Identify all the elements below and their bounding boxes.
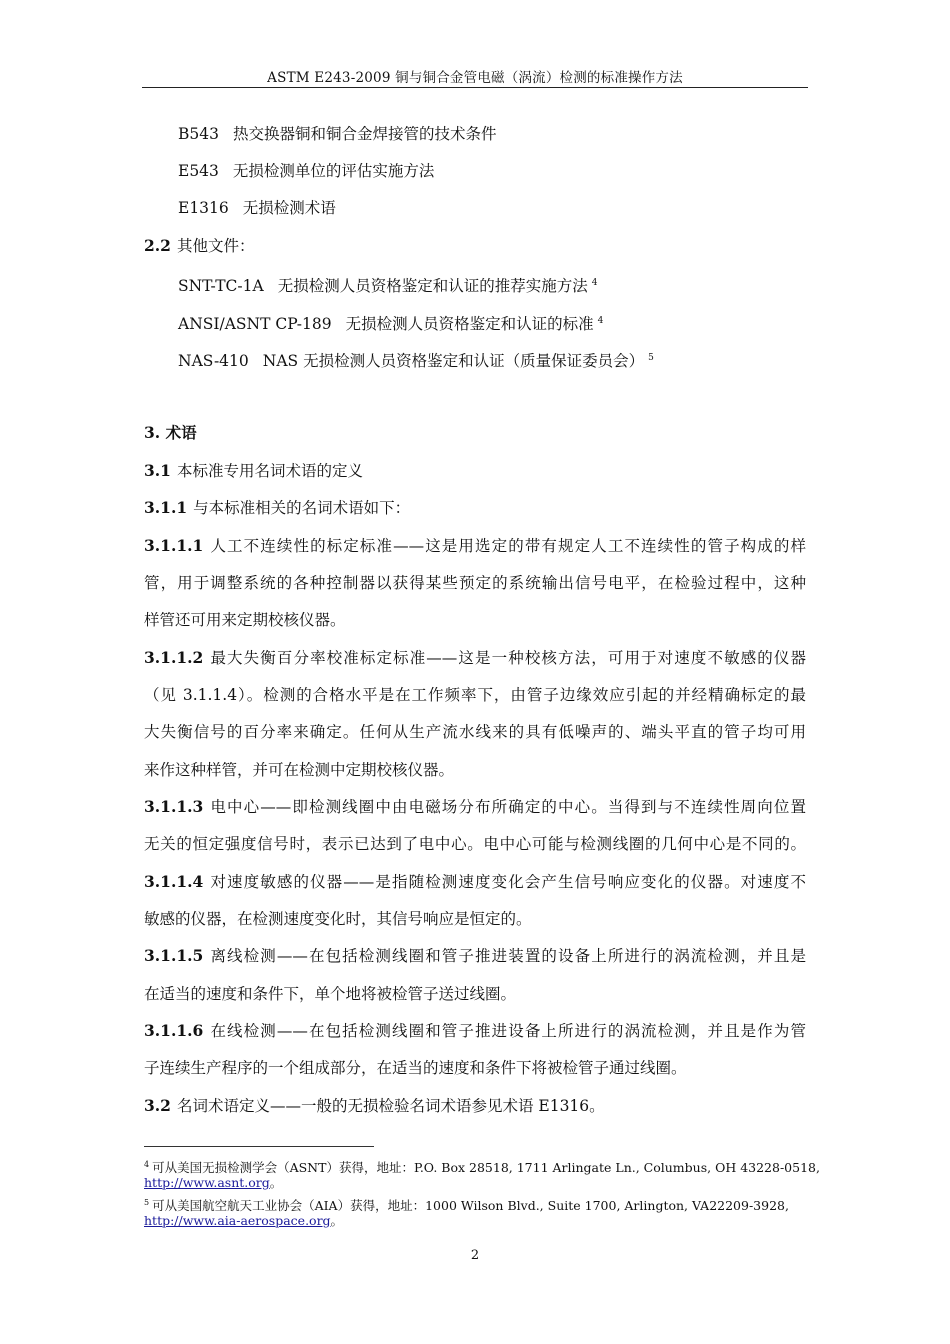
term-3-1-1-2-line: 来作这种样管，并可在检测中定期校核仪器。 <box>144 761 455 779</box>
term-3-1-1-1-line <box>144 536 806 556</box>
doc-title: 无损检测人员资格鉴定和认证的推荐实施方法 <box>277 277 588 296</box>
section-text: 本标准专用名词术语的定义 <box>176 462 363 480</box>
reference-code: E543 <box>178 162 219 180</box>
term-3-1-1-5-line: 在适当的速度和条件下，单个地将被检管子送过线圈。 <box>144 985 517 1003</box>
doc-title: 无损检测人员资格鉴定和认证的标准 <box>345 315 594 334</box>
section-number: 2.2 <box>144 236 171 255</box>
term-3-1-1-1-line: 样管还可用来定期校核仪器。 <box>144 611 346 629</box>
page-number: 2 <box>470 1248 480 1263</box>
term-3-1-1-4-line <box>144 872 806 892</box>
footnote-ref: 5 <box>648 353 654 363</box>
section-3-2 <box>144 1096 605 1116</box>
reference-title: 热交换器铜和铜合金焊接管的技术条件 <box>232 125 497 143</box>
aia-link[interactable]: http://www.aia-aerospace.org <box>144 1213 331 1228</box>
term-3-1-1-2-line <box>144 648 806 668</box>
reference-item <box>178 124 497 144</box>
footnote-separator <box>144 1146 374 1147</box>
section-3-heading <box>144 423 197 443</box>
term-number: 3.1.1.2 <box>144 648 204 667</box>
term-3-1-1-3-line <box>144 797 806 817</box>
term-3-1-1-2-line: （见 3.1.1.4）。检测的合格水平是在工作频率下，由管子边缘效应引起的并经精确标定的最 <box>144 686 806 704</box>
section-number: 3.1 <box>144 461 171 480</box>
other-doc-item <box>178 348 654 371</box>
term-text: 对速度敏感的仪器——是指随检测速度变化会产生信号响应变化的仪器。对速度不 <box>209 873 806 891</box>
section-text: 与本标准相关的名词术语如下： <box>193 499 411 517</box>
section-title: 术语 <box>165 423 197 442</box>
term-3-1-1-3-line: 无关的恒定强度信号时，表示已达到了电中心。电中心可能与检测线圈的几何中心是不同的。 <box>144 835 806 853</box>
term-3-1-1-1-line: 管，用于调整系统的各种控制器以获得某些预定的系统输出信号电平，在检验过程中，这种 <box>144 574 806 592</box>
term-text: 人工不连续性的标定标准——这是用选定的带有规定人工不连续性的管子构成的样 <box>209 537 806 555</box>
term-number: 3.1.1.3 <box>144 797 204 816</box>
doc-code: NAS-410 <box>178 352 249 371</box>
footnote-5-link-line <box>144 1212 343 1229</box>
footnote-end: 。 <box>269 1175 283 1190</box>
running-header: ASTM E243-2009 铜与铜合金管电磁（涡流）检测的标准操作方法 <box>267 70 683 86</box>
term-3-1-1-5-line <box>144 946 806 966</box>
footnote-end: 。 <box>330 1213 344 1228</box>
footnote-mark: 4 <box>144 1160 150 1169</box>
doc-code: ANSI/ASNT CP-189 <box>178 315 332 334</box>
footnote-ref: 4 <box>597 316 604 326</box>
footnote-text: 可从美国航空航天工业协会（AIA）获得，地址：1000 Wilson Blvd., Suite 1700, Arlington, VA22209-3928, <box>152 1198 789 1214</box>
other-doc-item <box>178 273 597 296</box>
asnt-link[interactable]: http://www.asnt.org <box>144 1175 270 1190</box>
term-text: 电中心——即检测线圈中由电磁场分布所确定的中心。当得到与不连续性周向位置 <box>209 798 806 816</box>
reference-code: B543 <box>178 125 219 143</box>
other-doc-item <box>178 311 603 334</box>
header-rule <box>142 87 808 88</box>
section-number: 3.2 <box>144 1096 171 1115</box>
doc-title: NAS 无损检测人员资格鉴定和认证（质量保证委员会） <box>262 352 645 371</box>
footnote-mark: 5 <box>144 1198 150 1207</box>
term-3-1-1-2-line: 大失衡信号的百分率来确定。任何从生产流水线来的具有低噪声的、端头平直的管子均可用 <box>144 723 806 741</box>
term-number: 3.1.1.6 <box>144 1021 204 1040</box>
reference-item <box>178 161 434 181</box>
reference-title: 无损检测术语 <box>242 199 336 217</box>
reference-title: 无损检测单位的评估实施方法 <box>232 162 435 180</box>
footnote-4-link-line <box>144 1174 282 1191</box>
term-number: 3.1.1.5 <box>144 946 204 965</box>
term-number: 3.1.1.4 <box>144 872 204 891</box>
term-text: 最大失衡百分率校准标定标准——这是一种校核方法，可用于对速度不敏感的仪器 <box>209 649 806 667</box>
section-3-1 <box>144 461 363 481</box>
reference-code: E1316 <box>178 199 229 217</box>
section-text: 名词术语定义——一般的无损检验名词术语参见术语 E1316。 <box>176 1097 605 1115</box>
section-number: 3. <box>144 423 161 442</box>
footnote-text: 可从美国无损检测学会（ASNT）获得，地址：P.O. Box 28518, 1711 Arlingate Ln., Columbus, OH 43228-0518, <box>152 1160 820 1176</box>
footnote-ref: 4 <box>591 278 598 288</box>
section-3-1-1 <box>144 498 410 518</box>
section-2-2 <box>144 236 254 256</box>
term-3-1-1-4-line: 敏感的仪器，在检测速度变化时，其信号响应是恒定的。 <box>144 910 532 928</box>
term-3-1-1-6-line: 子连续生产程序的一个组成部分，在适当的速度和条件下将被检管子通过线圈。 <box>144 1059 687 1077</box>
section-text: 其他文件： <box>176 237 255 255</box>
doc-code: SNT-TC-1A <box>178 277 264 296</box>
term-text: 在线检测——在包括检测线圈和管子推进设备上所进行的涡流检测，并且是作为管 <box>209 1022 806 1040</box>
term-number: 3.1.1.1 <box>144 536 204 555</box>
section-number: 3.1.1 <box>144 498 188 517</box>
term-3-1-1-6-line <box>144 1021 806 1041</box>
term-text: 离线检测——在包括检测线圈和管子推进装置的设备上所进行的涡流检测，并且是 <box>209 947 806 965</box>
reference-item <box>178 198 336 218</box>
